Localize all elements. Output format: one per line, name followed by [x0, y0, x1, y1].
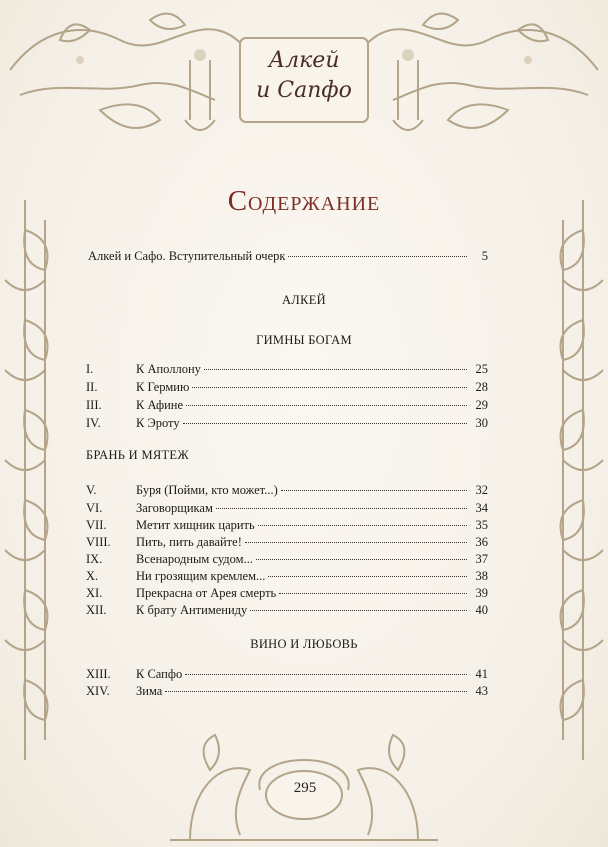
toc-entry-number: I.: [86, 362, 94, 376]
toc-entry[interactable]: [86, 379, 488, 395]
toc-entry-title: Метит хищник царить: [136, 518, 255, 532]
dot-leader: [281, 490, 467, 491]
toc-entry-number: XIV.: [86, 684, 110, 698]
toc-entry[interactable]: [86, 666, 488, 682]
toc-entry-number: V.: [86, 483, 97, 497]
toc-entry-page: 41: [475, 667, 488, 681]
toc-entry-intro[interactable]: [88, 248, 488, 264]
toc-entry[interactable]: [86, 397, 488, 413]
toc-entry-title: К Эроту: [136, 416, 180, 430]
dot-leader: [288, 256, 467, 257]
section-title: БРАНЬ И МЯТЕЖ: [86, 448, 189, 462]
section-title: ВИНО И ЛЮБОВЬ: [250, 637, 358, 651]
toc-entry-page: 35: [475, 518, 488, 532]
toc-entry[interactable]: [86, 415, 488, 431]
dot-leader: [216, 508, 467, 509]
toc-entry-number: VI.: [86, 501, 103, 515]
toc-entry-title: К Аполлону: [136, 362, 201, 376]
toc-entry-title: К Афине: [136, 398, 184, 412]
toc-entry[interactable]: [86, 551, 488, 567]
toc-entry-title: К Сапфо: [136, 667, 183, 681]
toc-entry[interactable]: [86, 602, 488, 618]
right-border-ornament: [528, 200, 608, 760]
toc-entry-page: 37: [475, 552, 488, 566]
toc-entry-title: Ни грозящим кремлем...: [136, 569, 266, 583]
toc-entry-title: Всенародным судом...: [136, 552, 253, 566]
toc-entry[interactable]: [86, 568, 488, 584]
toc-entry-page: 5: [481, 249, 488, 263]
toc-entry-page: 36: [475, 535, 488, 549]
dot-leader: [183, 423, 467, 424]
toc-entry-title: Буря (Пойми, кто может...): [136, 483, 278, 497]
toc-entry-number: XIII.: [86, 667, 111, 681]
dot-leader: [258, 525, 467, 526]
toc-entry-page: 43: [475, 684, 488, 698]
toc-entry-number: VIII.: [86, 535, 111, 549]
toc-entry-number: II.: [86, 380, 98, 394]
dot-leader: [204, 369, 467, 370]
dot-leader: [185, 674, 467, 675]
toc-entry-page: 38: [475, 569, 488, 583]
toc-entry-title: К Гермию: [136, 380, 190, 394]
toc-entry-number: X.: [86, 569, 99, 583]
toc-entry-number: IV.: [86, 416, 101, 430]
section-title: ГИМНЫ БОГАМ: [256, 333, 352, 347]
dot-leader: [256, 559, 467, 560]
toc-entry-title: Прекрасна от Арея смерть: [136, 586, 277, 600]
book-title-cartouche: [244, 46, 364, 116]
dot-leader: [268, 576, 467, 577]
dot-leader: [186, 405, 467, 406]
toc-entry-page: 34: [475, 501, 488, 515]
toc-entry-page: 30: [475, 416, 488, 430]
toc-entry-number: VII.: [86, 518, 107, 532]
dot-leader: [245, 542, 467, 543]
toc-entry[interactable]: [86, 361, 488, 377]
toc-entry-page: 25: [475, 362, 488, 376]
dot-leader: [279, 593, 467, 594]
toc-entry[interactable]: [86, 683, 488, 699]
toc-entry-page: 40: [475, 603, 488, 617]
toc-entry[interactable]: [86, 482, 488, 498]
toc-entry[interactable]: [86, 517, 488, 533]
toc-entry[interactable]: [86, 534, 488, 550]
toc-entry-page: 32: [475, 483, 488, 497]
dot-leader: [250, 610, 467, 611]
toc-entry[interactable]: [86, 500, 488, 516]
book-title-line1: Алкей: [268, 48, 340, 73]
dot-leader: [192, 387, 467, 388]
dot-leader: [165, 691, 467, 692]
book-title-line2: и Сапфо: [256, 78, 352, 103]
left-border-ornament: [0, 200, 80, 760]
toc-entry-page: 28: [475, 380, 488, 394]
toc-entry-title: Алкей и Сафо. Вступительный очерк: [88, 249, 286, 263]
page-number: 295: [293, 780, 317, 796]
toc-entry-title: Зима: [136, 684, 163, 698]
toc-entry-number: III.: [86, 398, 102, 412]
toc-entry-number: IX.: [86, 552, 103, 566]
toc-heading: Содержание: [227, 185, 381, 217]
toc-entry-page: 29: [475, 398, 488, 412]
toc-entry-title: Заговорщикам: [136, 501, 213, 515]
toc-entry-title: К брату Антимениду: [136, 603, 248, 617]
toc-entry[interactable]: [86, 585, 488, 601]
toc-entry-number: XI.: [86, 586, 103, 600]
author-label: АЛКЕЙ: [281, 293, 326, 307]
toc-entry-page: 39: [475, 586, 488, 600]
toc-entry-number: XII.: [86, 603, 107, 617]
toc-entry-title: Пить, пить давайте!: [136, 535, 242, 549]
